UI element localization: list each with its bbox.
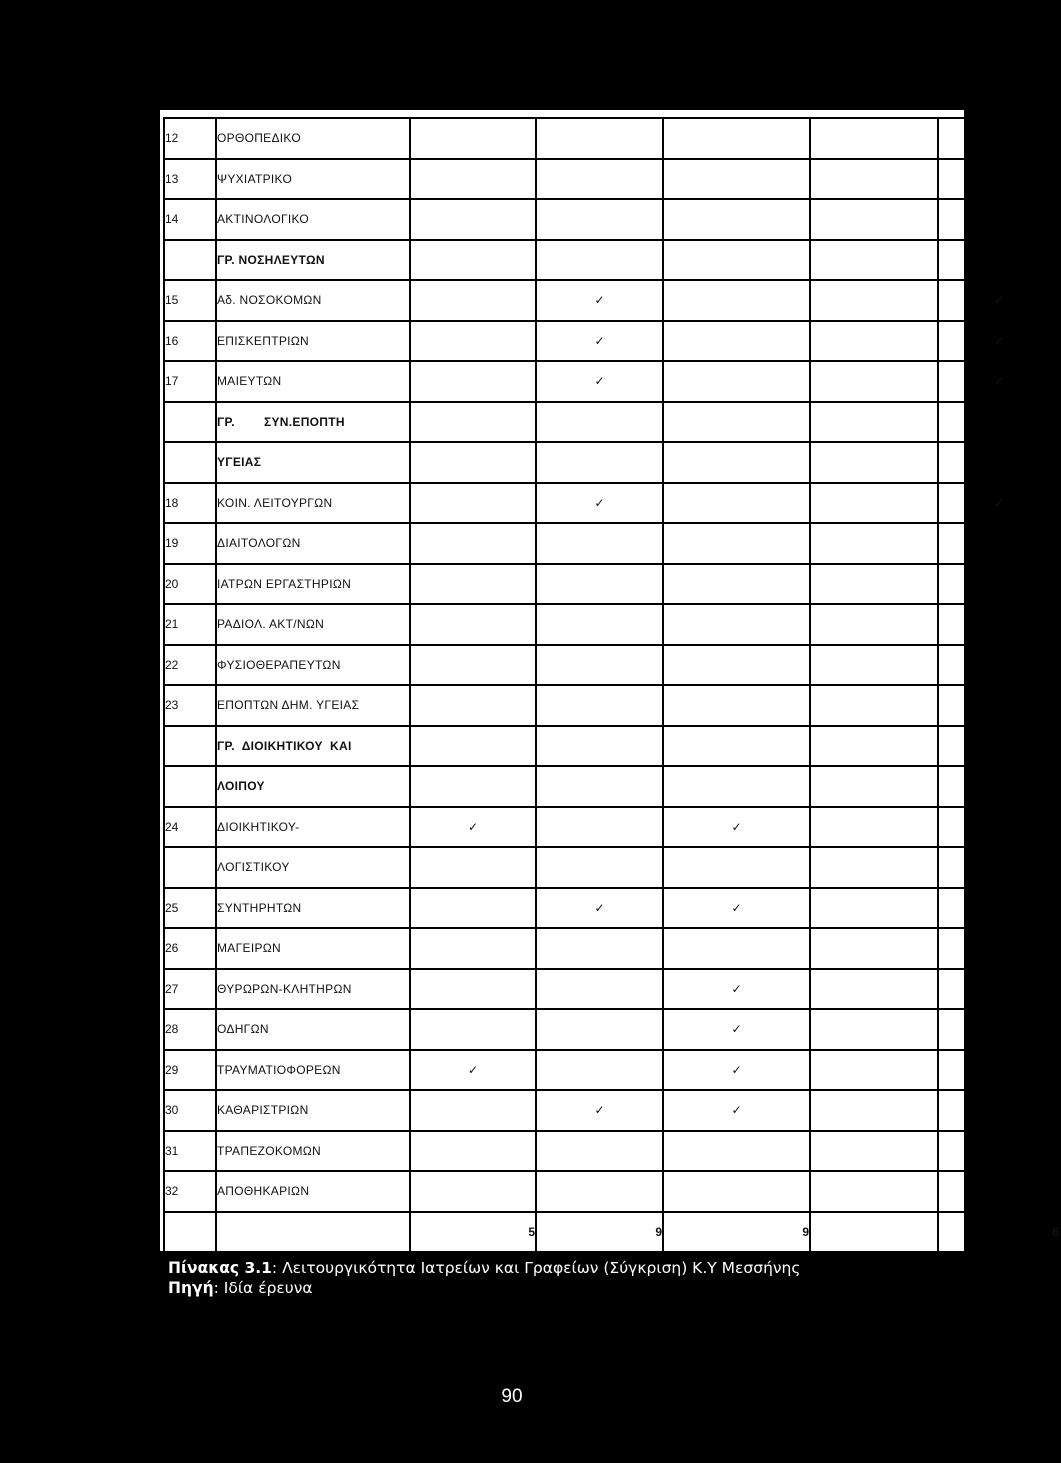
table-row — [164, 726, 1060, 767]
empty-cell — [810, 807, 938, 848]
row-number — [164, 240, 216, 281]
table-row — [164, 888, 1060, 929]
empty-cell — [536, 159, 663, 200]
empty-cell — [938, 928, 1060, 969]
empty-cell — [810, 604, 938, 645]
table-row — [164, 807, 1060, 848]
empty-cell — [938, 564, 1060, 605]
row-label: ΓΡ. ΝΟΣΗΛΕΥΤΩΝ — [216, 240, 410, 281]
table-row — [164, 361, 1060, 402]
empty-cell — [536, 685, 663, 726]
row-number: 21 — [164, 604, 216, 645]
empty-cell — [663, 604, 810, 645]
empty-cell — [938, 523, 1060, 564]
empty-cell — [938, 645, 1060, 686]
row-number: 32 — [164, 1171, 216, 1212]
row-label: ΛΟΙΠΟΥ — [216, 766, 410, 807]
row-number: 20 — [164, 564, 216, 605]
empty-cell — [663, 361, 810, 402]
empty-cell — [536, 240, 663, 281]
empty-cell — [938, 118, 1060, 159]
row-number: 27 — [164, 969, 216, 1010]
empty-cell — [663, 928, 810, 969]
checkmark-icon: ✓ — [938, 361, 1060, 402]
row-number: 25 — [164, 888, 216, 929]
row-number — [164, 766, 216, 807]
total-value: 9 — [663, 1212, 810, 1253]
empty-cell — [938, 766, 1060, 807]
checkmark-icon: ✓ — [536, 280, 663, 321]
table-row — [164, 442, 1060, 483]
empty-cell — [810, 361, 938, 402]
empty-cell — [410, 645, 536, 686]
empty-cell — [938, 604, 1060, 645]
empty-cell — [810, 1171, 938, 1212]
empty-cell — [810, 645, 938, 686]
empty-cell — [938, 1171, 1060, 1212]
empty-cell — [810, 1090, 938, 1131]
checkmark-icon: ✓ — [663, 888, 810, 929]
empty-cell — [410, 118, 536, 159]
empty-cell — [938, 159, 1060, 200]
row-label: ΙΑΤΡΩΝ ΕΡΓΑΣΤΗΡΙΩΝ — [216, 564, 410, 605]
table-row — [164, 847, 1060, 888]
empty-cell — [938, 726, 1060, 767]
empty-cell — [410, 523, 536, 564]
table-row — [164, 159, 1060, 200]
empty-cell — [663, 847, 810, 888]
empty-cell — [216, 1212, 410, 1253]
row-number — [164, 726, 216, 767]
empty-cell — [164, 1212, 216, 1253]
caption-text: : Λειτουργικότητα Ιατρείων και Γραφείων (Σύγκριση) Κ.Υ Μεσσήνης — [271, 1259, 801, 1277]
empty-cell — [810, 888, 938, 929]
empty-cell — [410, 604, 536, 645]
row-label: ΘΥΡΩΡΩΝ-ΚΛΗΤΗΡΩΝ — [216, 969, 410, 1010]
empty-cell — [536, 928, 663, 969]
empty-cell — [663, 1171, 810, 1212]
empty-cell — [810, 1009, 938, 1050]
empty-cell — [663, 483, 810, 524]
row-label: ΚΟΙΝ. ΛΕΙΤΟΥΡΓΩΝ — [216, 483, 410, 524]
empty-cell — [410, 1090, 536, 1131]
row-label: ΤΡΑΥΜΑΤΙΟΦΟΡΕΩΝ — [216, 1050, 410, 1091]
empty-cell — [938, 1050, 1060, 1091]
total-value: 6 — [938, 1212, 1060, 1253]
empty-cell — [536, 604, 663, 645]
row-label: ΟΔΗΓΩΝ — [216, 1009, 410, 1050]
empty-cell — [410, 847, 536, 888]
table-row — [164, 199, 1060, 240]
empty-cell — [410, 361, 536, 402]
source-text: : Ιδία έρευνα — [213, 1279, 313, 1297]
row-number: 19 — [164, 523, 216, 564]
row-number — [164, 847, 216, 888]
row-number: 28 — [164, 1009, 216, 1050]
empty-cell — [536, 1009, 663, 1050]
empty-cell — [810, 847, 938, 888]
empty-cell — [536, 969, 663, 1010]
total-value: 9 — [536, 1212, 663, 1253]
empty-cell — [410, 483, 536, 524]
empty-cell — [810, 402, 938, 443]
table-row — [164, 969, 1060, 1010]
row-label: ΣΥΝΤΗΡΗΤΩΝ — [216, 888, 410, 929]
table-row — [164, 280, 1060, 321]
empty-cell — [536, 118, 663, 159]
row-number: 15 — [164, 280, 216, 321]
table-row — [164, 564, 1060, 605]
row-label: ΜΑΙΕΥΤΩΝ — [216, 361, 410, 402]
row-label: ΡΑΔΙΟΛ. ΑΚΤ/ΝΩΝ — [216, 604, 410, 645]
table-row — [164, 766, 1060, 807]
empty-cell — [938, 240, 1060, 281]
empty-cell — [536, 645, 663, 686]
table-row — [164, 645, 1060, 686]
empty-cell — [938, 1090, 1060, 1131]
row-number: 18 — [164, 483, 216, 524]
row-number: 17 — [164, 361, 216, 402]
empty-cell — [663, 766, 810, 807]
empty-cell — [810, 280, 938, 321]
empty-cell — [663, 118, 810, 159]
empty-cell — [663, 685, 810, 726]
checkmark-icon: ✓ — [938, 280, 1060, 321]
empty-cell — [536, 766, 663, 807]
row-number — [164, 442, 216, 483]
table-row — [164, 928, 1060, 969]
empty-cell — [410, 159, 536, 200]
row-number: 14 — [164, 199, 216, 240]
checkmark-icon: ✓ — [938, 483, 1060, 524]
empty-cell — [410, 1171, 536, 1212]
checkmark-icon: ✓ — [663, 1009, 810, 1050]
row-label: ΟΡΘΟΠΕΔΙΚΟ — [216, 118, 410, 159]
checkmark-icon: ✓ — [663, 969, 810, 1010]
functionality-table — [163, 117, 1061, 1253]
empty-cell — [810, 483, 938, 524]
empty-cell — [938, 847, 1060, 888]
empty-cell — [938, 402, 1060, 443]
empty-cell — [536, 726, 663, 767]
empty-cell — [810, 685, 938, 726]
empty-cell — [938, 969, 1060, 1010]
table-row — [164, 1050, 1060, 1091]
table-caption — [168, 1258, 958, 1298]
row-label: ΕΠΙΣΚΕΠΤΡΙΩΝ — [216, 321, 410, 362]
checkmark-icon: ✓ — [410, 1050, 536, 1091]
empty-cell — [810, 1050, 938, 1091]
table-row — [164, 321, 1060, 362]
empty-cell — [938, 685, 1060, 726]
caption-line-2 — [168, 1278, 958, 1298]
empty-cell — [536, 523, 663, 564]
row-label: ΔΙΑΙΤΟΛΟΓΩΝ — [216, 523, 410, 564]
empty-cell — [410, 1131, 536, 1172]
table-row — [164, 1090, 1060, 1131]
row-number: 13 — [164, 159, 216, 200]
empty-cell — [810, 118, 938, 159]
empty-cell — [663, 442, 810, 483]
table-row — [164, 240, 1060, 281]
empty-cell — [536, 807, 663, 848]
checkmark-icon: ✓ — [663, 1090, 810, 1131]
checkmark-icon: ✓ — [410, 807, 536, 848]
empty-cell — [810, 523, 938, 564]
empty-cell — [410, 1009, 536, 1050]
checkmark-icon: ✓ — [536, 361, 663, 402]
empty-cell — [663, 645, 810, 686]
empty-cell — [663, 726, 810, 767]
empty-cell — [536, 847, 663, 888]
row-number: 30 — [164, 1090, 216, 1131]
empty-cell — [536, 402, 663, 443]
table-row — [164, 1009, 1060, 1050]
empty-cell — [410, 685, 536, 726]
page-number: 90 — [501, 1386, 523, 1407]
empty-cell — [536, 1171, 663, 1212]
row-number: 31 — [164, 1131, 216, 1172]
empty-cell — [410, 564, 536, 605]
row-label: ΜΑΓΕΙΡΩΝ — [216, 928, 410, 969]
row-label: ΔΙΟΙΚΗΤΙΚΟΥ- — [216, 807, 410, 848]
empty-cell — [938, 199, 1060, 240]
empty-cell — [663, 1131, 810, 1172]
table-row — [164, 1131, 1060, 1172]
empty-cell — [938, 1009, 1060, 1050]
row-label: ΓΡ. ΣΥΝ.ΕΠΟΠΤΗ — [216, 402, 410, 443]
empty-cell — [663, 240, 810, 281]
empty-cell — [536, 1050, 663, 1091]
empty-cell — [410, 442, 536, 483]
empty-cell — [663, 159, 810, 200]
empty-cell — [810, 726, 938, 767]
table-row — [164, 1171, 1060, 1212]
row-label: ΛΟΓΙΣΤΙΚΟΥ — [216, 847, 410, 888]
row-number: 29 — [164, 1050, 216, 1091]
table-row — [164, 402, 1060, 443]
table-row — [164, 483, 1060, 524]
row-label: ΥΓΕΙΑΣ — [216, 442, 410, 483]
row-label: ΤΡΑΠΕΖΟΚΟΜΩΝ — [216, 1131, 410, 1172]
empty-cell — [663, 199, 810, 240]
empty-cell — [663, 321, 810, 362]
empty-cell — [410, 402, 536, 443]
table-row — [164, 118, 1060, 159]
empty-cell — [938, 442, 1060, 483]
empty-cell — [938, 807, 1060, 848]
checkmark-icon: ✓ — [536, 321, 663, 362]
empty-cell — [663, 564, 810, 605]
empty-cell — [810, 1131, 938, 1172]
total-value: 5 — [410, 1212, 536, 1253]
row-label: ΕΠΟΠΤΩΝ ΔΗΜ. ΥΓΕΙΑΣ — [216, 685, 410, 726]
empty-cell — [410, 766, 536, 807]
empty-cell — [810, 928, 938, 969]
row-label: Αδ. ΝΟΣΟΚΟΜΩΝ — [216, 280, 410, 321]
empty-cell — [410, 240, 536, 281]
checkmark-icon: ✓ — [663, 1050, 810, 1091]
row-number — [164, 402, 216, 443]
row-number: 12 — [164, 118, 216, 159]
row-label: ΓΡ. ΔΙΟΙΚΗΤΙΚΟΥ ΚΑΙ — [216, 726, 410, 767]
caption-line-1 — [168, 1258, 958, 1278]
row-number: 16 — [164, 321, 216, 362]
row-label: ΨΥΧΙΑΤΡΙΚΟ — [216, 159, 410, 200]
checkmark-icon: ✓ — [663, 807, 810, 848]
empty-cell — [938, 1131, 1060, 1172]
empty-cell — [410, 280, 536, 321]
row-number: 22 — [164, 645, 216, 686]
row-number: 24 — [164, 807, 216, 848]
empty-cell — [663, 523, 810, 564]
empty-cell — [410, 321, 536, 362]
empty-cell — [810, 564, 938, 605]
empty-cell — [410, 199, 536, 240]
row-number: 26 — [164, 928, 216, 969]
source-label: Πηγή — [168, 1279, 214, 1297]
empty-cell — [663, 280, 810, 321]
total-value — [810, 1212, 938, 1253]
caption-label: Πίνακας 3.1 — [168, 1259, 272, 1277]
row-label: ΚΑΘΑΡΙΣΤΡΙΩΝ — [216, 1090, 410, 1131]
empty-cell — [536, 564, 663, 605]
table-row — [164, 685, 1060, 726]
empty-cell — [410, 888, 536, 929]
empty-cell — [663, 402, 810, 443]
row-label: ΑΚΤΙΝΟΛΟΓΙΚΟ — [216, 199, 410, 240]
empty-cell — [536, 199, 663, 240]
empty-cell — [810, 240, 938, 281]
totals-row — [164, 1212, 1060, 1253]
table-row — [164, 604, 1060, 645]
checkmark-icon: ✓ — [536, 1090, 663, 1131]
empty-cell — [410, 928, 536, 969]
row-label: ΑΠΟΘΗΚΑΡΙΩΝ — [216, 1171, 410, 1212]
empty-cell — [810, 321, 938, 362]
checkmark-icon: ✓ — [536, 888, 663, 929]
empty-cell — [536, 442, 663, 483]
empty-cell — [810, 969, 938, 1010]
empty-cell — [410, 726, 536, 767]
checkmark-icon: ✓ — [536, 483, 663, 524]
empty-cell — [810, 199, 938, 240]
empty-cell — [810, 159, 938, 200]
empty-cell — [410, 969, 536, 1010]
row-label: ΦΥΣΙΟΘΕΡΑΠΕΥΤΩΝ — [216, 645, 410, 686]
empty-cell — [810, 442, 938, 483]
empty-cell — [938, 888, 1060, 929]
empty-cell — [536, 1131, 663, 1172]
table-row — [164, 523, 1060, 564]
empty-cell — [810, 766, 938, 807]
checkmark-icon: ✓ — [938, 321, 1060, 362]
row-number: 23 — [164, 685, 216, 726]
